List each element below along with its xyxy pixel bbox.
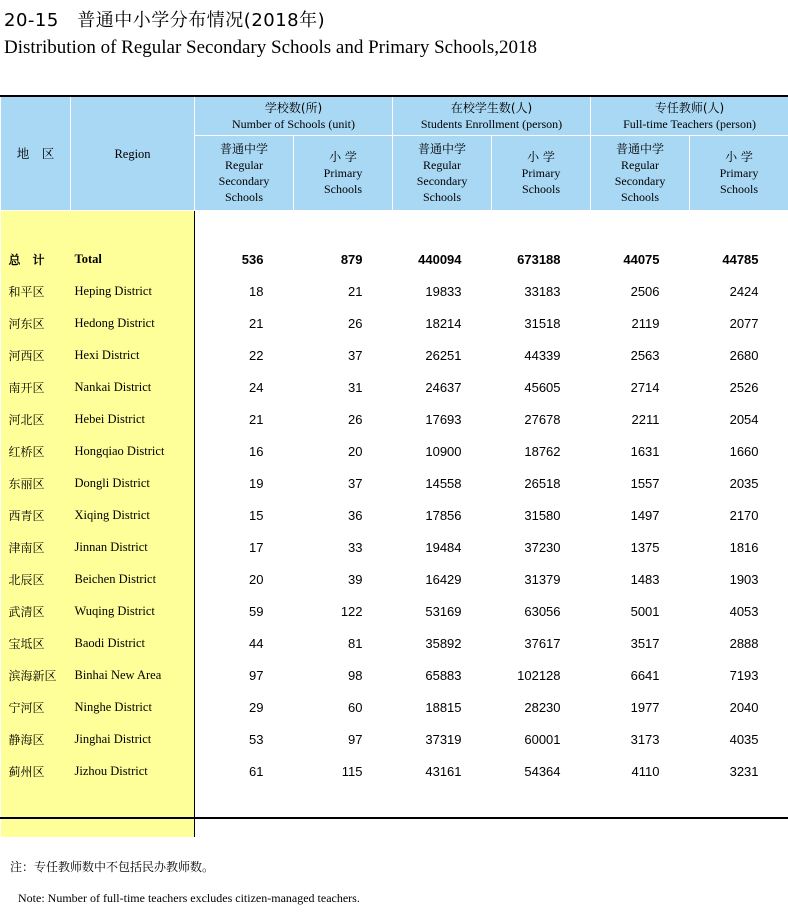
value-cell: 31379 — [524, 571, 561, 587]
value-cell: 2054 — [729, 411, 759, 427]
value-cell: 18214 — [425, 315, 462, 331]
header-group-schools — [195, 96, 393, 136]
value-cell: 97 — [348, 731, 363, 747]
value-cell: 1660 — [729, 443, 759, 459]
value-cell: 6641 — [630, 667, 660, 683]
value-cell: 2211 — [631, 411, 660, 427]
value-cell: 26 — [348, 411, 363, 427]
header-group-schools-cn: 学校数(所) — [264, 101, 323, 115]
page-title-en: Distribution of Regular Secondary Schools and Primary Schools,2018 — [4, 37, 537, 58]
header-sub-primary-cn: 小 学 — [725, 150, 753, 164]
value-cell: 19484 — [425, 539, 462, 555]
table-row — [1, 307, 788, 339]
value-cell: 18815 — [425, 699, 462, 715]
table-row — [1, 435, 788, 467]
header-group-students-cn: 在校学生数(人) — [450, 101, 533, 115]
value-cell: 26518 — [524, 475, 561, 491]
table-row — [1, 467, 788, 499]
region-name-en: Xiqing District — [71, 499, 195, 531]
region-name-cn: 东丽区 — [1, 467, 71, 499]
header-group-teachers — [591, 96, 788, 136]
region-name-cn: 北辰区 — [1, 563, 71, 595]
value-cell: 2170 — [729, 507, 759, 523]
header-sub-secondary-en3: Schools — [423, 190, 462, 204]
value-cell: 2680 — [729, 347, 759, 363]
region-name-en: Wuqing District — [71, 595, 195, 627]
value-cell: 673188 — [517, 251, 561, 267]
table-tail-row — [1, 787, 788, 837]
value-cell: 17693 — [425, 411, 462, 427]
region-name-cn: 红桥区 — [1, 435, 71, 467]
region-name-cn: 武清区 — [1, 595, 71, 627]
statistics-table-wrapper — [0, 95, 788, 819]
region-name-cn: 津南区 — [1, 531, 71, 563]
table-row — [1, 755, 788, 787]
header-group-schools-en: Number of Schools (unit) — [232, 117, 355, 131]
region-name-cn: 南开区 — [1, 371, 71, 403]
header-group-students — [393, 96, 591, 136]
header-sub-secondary-cn: 普通中学 — [219, 142, 268, 156]
value-cell: 2888 — [729, 635, 759, 651]
value-cell: 16 — [249, 443, 264, 459]
table-row — [1, 595, 788, 627]
value-cell: 2035 — [729, 475, 759, 491]
value-cell: 1903 — [729, 571, 759, 587]
region-name-cn: 宁河区 — [1, 691, 71, 723]
region-name-en: Baodi District — [71, 627, 195, 659]
header-group-teachers-cn: 专任教师(人) — [654, 101, 725, 115]
spacer-cell — [195, 211, 788, 244]
value-cell: 536 — [241, 251, 264, 267]
value-cell: 115 — [341, 763, 363, 779]
value-cell: 4053 — [729, 603, 759, 619]
value-cell: 15 — [249, 507, 264, 523]
value-cell: 21 — [348, 283, 363, 299]
value-cell: 27678 — [524, 411, 561, 427]
table-row — [1, 627, 788, 659]
value-cell: 5001 — [630, 603, 660, 619]
value-cell: 440094 — [418, 251, 462, 267]
value-cell: 63056 — [524, 603, 561, 619]
value-cell: 44339 — [524, 347, 561, 363]
value-cell: 37 — [348, 347, 363, 363]
value-cell: 19 — [249, 475, 264, 491]
header-sub-primary-en2: Schools — [324, 182, 363, 196]
region-name-cn: 西青区 — [1, 499, 71, 531]
value-cell: 10900 — [425, 443, 462, 459]
value-cell: 2040 — [729, 699, 759, 715]
region-name-en: Jizhou District — [71, 755, 195, 787]
value-cell: 17856 — [425, 507, 462, 523]
region-name-en: Nankai District — [71, 371, 195, 403]
region-name-en: Ninghe District — [71, 691, 195, 723]
value-cell: 54364 — [524, 763, 561, 779]
header-sub-secondary-en3: Schools — [224, 190, 263, 204]
header-sub-secondary-en2: Secondary — [614, 174, 666, 188]
region-name-en: Jinghai District — [71, 723, 195, 755]
value-cell: 31580 — [524, 507, 561, 523]
spacer-cell — [71, 211, 195, 244]
header-region-cn: 地 区 — [1, 96, 71, 211]
value-cell: 2526 — [729, 379, 759, 395]
header-sub-secondary-en1: Regular — [225, 158, 263, 172]
region-name-en: Hedong District — [71, 307, 195, 339]
tail-cell — [195, 787, 788, 837]
table-row — [1, 275, 788, 307]
header-sub-primary — [294, 136, 393, 211]
table-row — [1, 403, 788, 435]
value-cell: 122 — [340, 603, 363, 619]
value-cell: 1557 — [630, 475, 660, 491]
tail-cell — [71, 787, 195, 837]
table-header — [1, 96, 788, 211]
value-cell: 44785 — [722, 251, 759, 267]
value-cell: 65883 — [425, 667, 462, 683]
value-cell: 1483 — [630, 571, 660, 587]
header-sub-primary-en1: Primary — [719, 166, 759, 180]
value-cell: 3173 — [630, 731, 660, 747]
header-sub-secondary-en1: Regular — [621, 158, 660, 172]
value-cell: 98 — [348, 667, 363, 683]
region-name-cn: 河东区 — [1, 307, 71, 339]
region-name-en: Dongli District — [71, 467, 195, 499]
value-cell: 18 — [249, 283, 264, 299]
value-cell: 60 — [348, 699, 363, 715]
value-cell: 24 — [249, 379, 264, 395]
value-cell: 20 — [249, 571, 264, 587]
value-cell: 2424 — [729, 283, 759, 299]
region-name-cn: 蓟州区 — [1, 755, 71, 787]
value-cell: 21 — [249, 411, 264, 427]
table-row — [1, 499, 788, 531]
table-row — [1, 339, 788, 371]
footnote-cn: 注：专任教师数中不包括民办教师数。 — [10, 860, 215, 874]
value-cell: 45605 — [524, 379, 561, 395]
value-cell: 24637 — [425, 379, 462, 395]
header-sub-secondary-en3: Schools — [621, 190, 660, 204]
value-cell: 17 — [249, 539, 264, 555]
header-sub-primary-cn: 小 学 — [527, 150, 555, 164]
value-cell: 26 — [348, 315, 363, 331]
table-row-total — [1, 243, 788, 275]
value-cell: 81 — [348, 635, 363, 651]
value-cell: 2077 — [729, 315, 759, 331]
header-group-teachers-en: Full-time Teachers (person) — [623, 117, 756, 131]
value-cell: 4035 — [729, 731, 759, 747]
table-row — [1, 723, 788, 755]
value-cell: 1375 — [630, 539, 660, 555]
header-sub-primary-cn: 小 学 — [329, 150, 357, 164]
header-sub-secondary — [591, 136, 690, 211]
value-cell: 37319 — [425, 731, 462, 747]
region-name-cn: 宝坻区 — [1, 627, 71, 659]
value-cell: 2563 — [630, 347, 660, 363]
value-cell: 4110 — [631, 763, 660, 779]
region-name-en: Hebei District — [71, 403, 195, 435]
region-name-en: Total — [71, 243, 195, 275]
statistics-table — [0, 95, 788, 837]
region-name-en: Jinnan District — [71, 531, 195, 563]
table-spacer-row — [1, 211, 788, 244]
table-row — [1, 691, 788, 723]
region-name-en: Binhai New Area — [71, 659, 195, 691]
header-sub-primary-en2: Schools — [522, 182, 561, 196]
value-cell: 33183 — [524, 283, 561, 299]
value-cell: 44 — [249, 635, 264, 651]
table-row — [1, 659, 788, 691]
value-cell: 1816 — [729, 539, 759, 555]
header-sub-primary-en1: Primary — [521, 166, 561, 180]
table-bottom-rule — [0, 817, 788, 819]
value-cell: 43161 — [425, 763, 462, 779]
table-body — [1, 211, 788, 838]
table-row — [1, 531, 788, 563]
value-cell: 60001 — [524, 731, 561, 747]
value-cell: 3517 — [630, 635, 660, 651]
value-cell: 37 — [348, 475, 363, 491]
value-cell: 20 — [348, 443, 363, 459]
header-sub-primary — [690, 136, 788, 211]
value-cell: 2506 — [630, 283, 660, 299]
header-sub-secondary-en1: Regular — [423, 158, 462, 172]
value-cell: 28230 — [524, 699, 561, 715]
value-cell: 3231 — [729, 763, 759, 779]
value-cell: 53 — [249, 731, 264, 747]
value-cell: 16429 — [425, 571, 462, 587]
value-cell: 1977 — [630, 699, 660, 715]
header-sub-secondary-cn: 普通中学 — [418, 142, 467, 156]
header-sub-secondary-en2: Secondary — [218, 174, 270, 188]
value-cell: 59 — [249, 603, 264, 619]
header-group-students-en: Students Enrollment (person) — [420, 117, 563, 131]
value-cell: 1497 — [630, 507, 660, 523]
value-cell: 44075 — [623, 251, 660, 267]
value-cell: 102128 — [517, 667, 561, 683]
value-cell: 35892 — [425, 635, 462, 651]
value-cell: 18762 — [524, 443, 561, 459]
region-name-cn: 静海区 — [1, 723, 71, 755]
value-cell: 879 — [340, 251, 363, 267]
value-cell: 19833 — [425, 283, 462, 299]
page-title-cn: 20-15 普通中小学分布情况(2018年) — [4, 10, 326, 31]
value-cell: 2714 — [630, 379, 660, 395]
value-cell: 21 — [249, 315, 264, 331]
value-cell: 14558 — [425, 475, 462, 491]
region-name-en: Heping District — [71, 275, 195, 307]
value-cell: 33 — [348, 539, 363, 555]
header-sub-secondary-en2: Secondary — [416, 174, 468, 188]
value-cell: 26251 — [425, 347, 462, 363]
region-name-cn: 和平区 — [1, 275, 71, 307]
value-cell: 37230 — [524, 539, 561, 555]
spacer-cell — [1, 211, 71, 244]
tail-cell — [1, 787, 71, 837]
header-region-en: Region — [71, 96, 195, 211]
value-cell: 37617 — [524, 635, 561, 651]
value-cell: 31518 — [524, 315, 561, 331]
region-name-cn: 总 计 — [1, 243, 71, 275]
region-name-cn: 河北区 — [1, 403, 71, 435]
value-cell: 61 — [249, 763, 264, 779]
header-sub-secondary — [393, 136, 492, 211]
header-sub-primary-en1: Primary — [323, 166, 363, 180]
region-name-cn: 河西区 — [1, 339, 71, 371]
value-cell: 97 — [249, 667, 264, 683]
header-sub-secondary-cn: 普通中学 — [616, 142, 665, 156]
value-cell: 39 — [348, 571, 363, 587]
value-cell: 29 — [249, 699, 264, 715]
header-sub-secondary — [195, 136, 294, 211]
value-cell: 53169 — [425, 603, 462, 619]
value-cell: 2119 — [631, 315, 660, 331]
region-name-en: Beichen District — [71, 563, 195, 595]
value-cell: 7193 — [729, 667, 759, 683]
region-name-en: Hongqiao District — [71, 435, 195, 467]
header-sub-primary-en2: Schools — [720, 182, 759, 196]
header-sub-primary — [492, 136, 591, 211]
value-cell: 22 — [249, 347, 264, 363]
value-cell: 1631 — [630, 443, 660, 459]
value-cell: 31 — [348, 379, 363, 395]
value-cell: 36 — [348, 507, 363, 523]
region-name-en: Hexi District — [71, 339, 195, 371]
footnote-en: Note: Number of full-time teachers excludes citizen-managed teachers. — [18, 891, 360, 905]
table-row — [1, 371, 788, 403]
table-row — [1, 563, 788, 595]
region-name-cn: 滨海新区 — [1, 659, 71, 691]
